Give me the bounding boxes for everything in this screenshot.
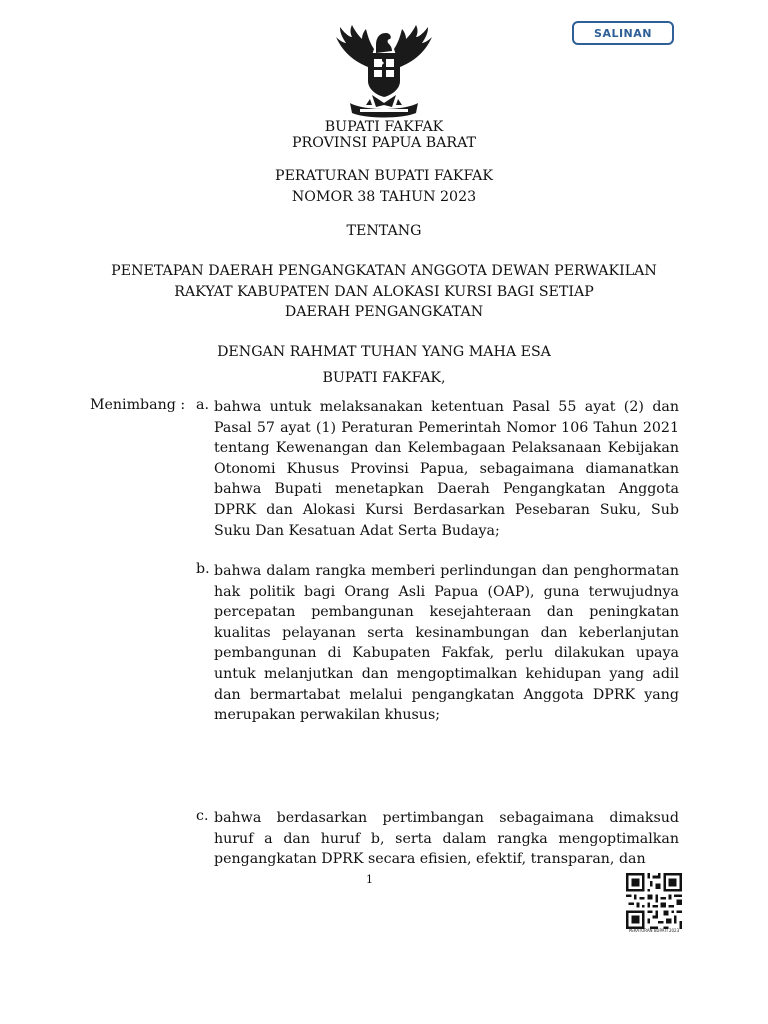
issuer-province: PROVINSI PAPUA BARAT: [291, 135, 477, 151]
item-text: bahwa dalam rangka memberi perlindungan dan penghormatan hak politik bagi Orang Asli Papua (OAP), guna terwujudnya percepatan pembangunan kesejahteraan dan peningkatan kualitas pelayanan serta kesinambungan dan keberlanjutan pembangunan di Kabupaten Fakfak, perlu dilakukan upaya untuk melanjutkan dan mengoptimalkan kehidupan yang adil dan bermartabat melalui pengangkatan Anggota DPRK yang merupakan perwakilan khusus;: [214, 563, 679, 724]
regulation-number: NOMOR 38 TAHUN 2023: [291, 189, 477, 205]
subject-line: RAKYAT KABUPATEN DAN ALOKASI KURSI BAGI SETIAP: [174, 284, 594, 300]
subject-line: DAERAH PENGANGKATAN: [284, 304, 484, 320]
regulation-type: PERATURAN BUPATI FAKFAK: [275, 168, 493, 184]
subject-line: PENETAPAN DAERAH PENGANGKATAN ANGGOTA DEWAN PERWAKILAN: [111, 263, 657, 279]
issuer-title: BUPATI FAKFAK: [324, 119, 444, 135]
authority-line: BUPATI FAKFAK,: [322, 370, 446, 386]
item-letter: b.: [196, 561, 210, 577]
item-letter: a.: [196, 397, 209, 413]
salinan-badge: SALINAN: [572, 21, 674, 45]
item-text: bahwa berdasarkan pertimbangan sebagaimana dimaksud huruf a dan huruf b, serta dalam rangka mengoptimalkan pengangkatan DPRK secara efisien, efektif, transparan, dan: [214, 810, 679, 868]
menimbang-label: Menimbang :: [90, 397, 186, 413]
invocation: DENGAN RAHMAT TUHAN YANG MAHA ESA: [217, 344, 551, 360]
page-number: 1: [366, 873, 373, 886]
qr-code-icon: [626, 873, 682, 929]
tentang-heading: TENTANG: [346, 223, 422, 239]
qr-caption: PERATURAN BUPATI 2023: [628, 928, 680, 933]
item-text: bahwa untuk melaksanakan ketentuan Pasal 55 ayat (2) dan Pasal 57 ayat (1) Peraturan Pemerintah Nomor 106 Tahun 2021 tentang Kewenangan dan Kelembagaan Pelaksanaan Kebijakan Otonomi Khusus Provinsi Papua, sebagaimana diamanatkan bahwa Bupati menetapkan Daerah Pengangkatan Anggota DPRK dan Alokasi Kursi Berdasarkan Pesebaran Suku, Sub Suku Dan Kesatuan Adat Serta Budaya;: [214, 399, 679, 539]
garuda-pancasila-emblem-icon: [330, 23, 438, 119]
item-letter: c.: [196, 808, 209, 824]
